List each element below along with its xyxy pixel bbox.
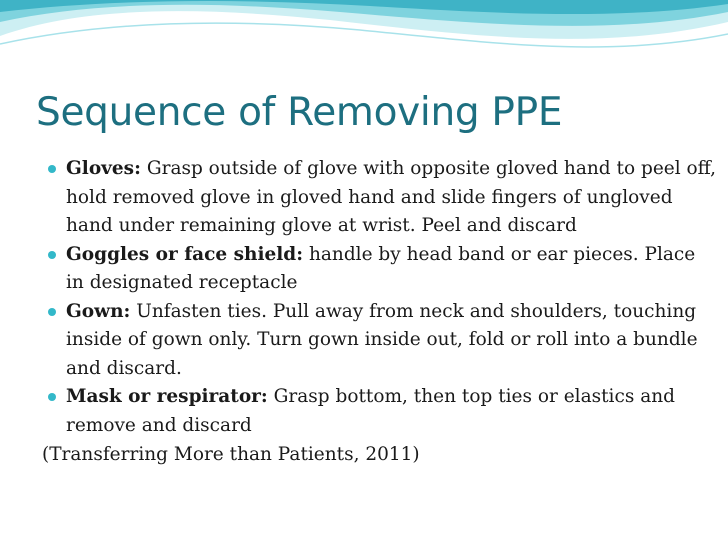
bullet-text: Unfasten ties. Pull away from neck and shoulders, touching inside of gown only. Turn gown inside out, fold or roll into a bundle and discard. [66,300,698,379]
bullet-text: Grasp bottom, then top ties or elastics and remove and discard [66,386,675,436]
bullet-term: Gloves: [66,158,141,179]
bullet-dot-icon [48,308,56,316]
bullet-item-mask [46,383,716,440]
bullet-term: Gown: [66,300,131,322]
bullet-list [42,155,717,470]
bullet-text: Grasp outside of glove with opposite gloved hand to peel off, hold removed glove in gloved hand and slide fingers of ungloved hand under remaining glove at wrist. Peel and discard [66,158,717,236]
bullet-text: handle by head band or ear pieces. Place in designated receptacle [66,243,696,293]
bullet-item-goggles [46,241,716,298]
bullet-term: Mask or respirator: [66,386,268,407]
bullet-dot-icon [48,393,56,401]
bullet-term: Goggles or face shield: [66,243,304,265]
bullet-item-gown [46,298,716,384]
bullet-item-gloves [46,155,716,241]
header-wave-decoration [0,0,728,70]
slide-title: Sequence of Removing PPE [36,90,563,135]
citation: (Transferring More than Patients, 2011) [42,444,420,465]
bullet-dot-icon [48,251,56,259]
bullet-dot-icon [48,165,56,173]
